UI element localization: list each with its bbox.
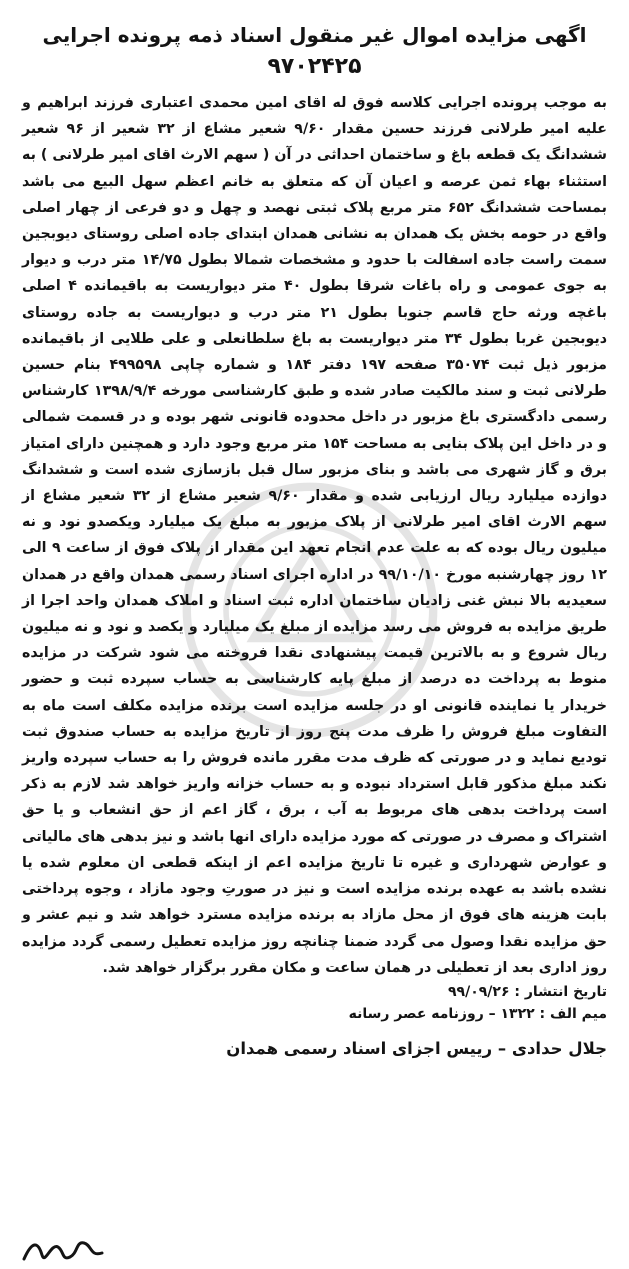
publish-date: تاریخ انتشار : ۹۹/۰۹/۲۶ xyxy=(448,983,607,1000)
reference-line: میم الف : ۱۳۲۲ – روزنامه عصر رسانه xyxy=(348,1005,607,1022)
notice-body: به موجب پرونده اجرایی کلاسه فوق له اقای امین محمدی اعتباری فرزند ابراهیم و علیه امیر طرلانی فرزند حسین مقدار ۹/۶۰ شعیر مشاع از ۳۲ شعیر از ۹۶ شعیر ششدانگ یک قطعه باغ و ساختمان احداثی در آن ( سهم الارث اقای امیر طرلانی ) به استثناء بهاء ثمن عرصه و اعیان آن که متعلق به خانم اعظم سهل البیع می باشد بمساحت ششدانگ ۶۵۲ متر مربع پلاک ثبتی نهصد و چهل و دو فرعی از چهار اصلی واقع در حومه بخش یک همدان به نشانی همدان ابتدای جاده اصلی روستای دیوبجین سمت راست جاده اسفالت با حدود و مشخصات شمالا بطول ۱۴/۷۵ متر درب و دیوار به جوی عمومی و راه باغات شرقا بطول ۴۰ متر دیواریست به باقیمانده ۴ اصلی باغچه ورثه حاج قاسم جنوبا بطول ۲۱ متر درب و دیواریست به جاده روستای دیوبجین غربا بطول ۳۴ متر دیواریست به باغ سلطانعلی و علی طلایی از باقیمانده مزبور ذیل ثبت ۳۵۰۷۴ صفحه ۱۹۷ دفتر ۱۸۴ و شماره چاپی ۴۹۹۵۹۸ بنام حسین طرلانی ثبت و سند مالکیت صادر شده و طبق کارشناسی مورخه ۱۳۹۸/۹/۴ کارشناس رسمی دادگستری باغ مزبور در داخل محدوده قانونی شهر بوده و در قسمت شمالی و در داخل این پلاک بنایی به مساحت ۱۵۴ متر مربع وجود دارد و همچنین دارای امتیاز برق و گاز شهری می باشد و بنای مزبور سال قبل بازسازی شده است و ششدانگ دوازده میلیارد ریال ارزیابی شده و مقدار ۹/۶۰ شعیر مشاع از ۳۲ شعیر مشاع از سهم الارث اقای امیر طرلانی از پلاک مزبور به مبلغ یک میلیارد ویکصدو نود و نه میلیون ریال بوده که به علت عدم انجام تعهد این مقدار از پلاک فوق از ساعت ۹ الی ۱۲ روز چهارشنبه مورخ ۹۹/۱۰/۱۰ در اداره اجرای اسناد رسمی همدان واقع در همدان سعیدیه بالا نبش غنی زادیان ساختمان اداره ثبت اسناد و املاک همدان واحد اجرا از طریق مزایده به فروش می رسد مزایده از مبلغ یک میلیارد و یکصد و نود و نه میلیون ریال شروع و به بالاترین قیمت پیشنهادی نقدا فروخته می شود شرکت در مزایده منوط به پرداخت ده درصد از مبلغ پایه کارشناسی به حساب سپرده ثبت و حضور خریدار یا نماینده قانونی او در جلسه مزایده است برنده مزایده مکلف است ماه به التفاوت مبلغ فروش را ظرف مدت پنج روز از تاریخ مزایده به حساب صندوق ثبت تودیع نماید و در صورتی که ظرف مدت مقرر مانده فروش را به حساب سپرده واریز نکند مبلغ مذکور قابل استرداد نبوده و به حساب خزانه واریز خواهد شد لازم به ذکر است پرداخت بدهی های مربوط به آب ، برق ، گاز اعم از حق انشعاب و یا حق اشتراک و مصرف در صورتی که مورد مزایده دارای انها باشد و نیز بدهی های مالیاتی و عوارض شهرداری و غیره تا تاریخ مزایده اعم از اینکه قطعی ان معلوم شده یا نشده باشد به عهده برنده مزایده است و نیز در صورتِ وجود مازاد ، وجوه پرداختی بابت هزینه های فوق از محل مازاد به برنده مزایده مسترد خواهد شد و نیم عشر و حق مزایده نقدا وصول می گردد ضمنا چنانچه روز مزایده تعطیل رسمی گردد مزایده روز اداری بعد از تعطیلی در همان ساعت و مکان مقرر برگزار خواهد شد. xyxy=(22,95,608,976)
case-number: ۹۷۰۲۴۲۵ xyxy=(267,54,362,79)
handwritten-signature-icon xyxy=(18,1231,108,1267)
notice-title: اگهی مزایده اموال غیر منقول اسناد ذمه پرونده اجرایی xyxy=(42,23,587,47)
signature-line: جلال حدادی – رییس اجزای اسناد رسمی همدان xyxy=(226,1038,607,1058)
